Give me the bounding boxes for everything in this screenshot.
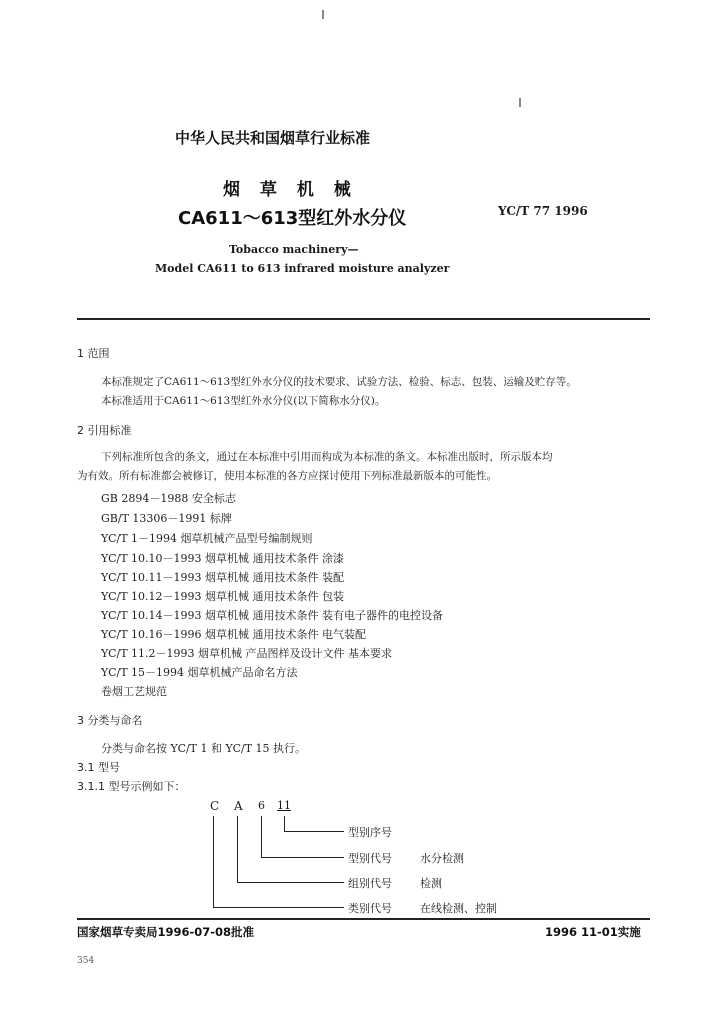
section-2-para-line-2: 为有效。所有标准都会被修订，使用本标准的各方应探讨使用下列标准最新版本的可能性。 [77, 470, 497, 482]
ref-item: GB/T 13306－1991 标牌 [101, 512, 232, 525]
title-line2: CA611～613型红外水分仪 [178, 208, 407, 229]
subsection-3-1: 3.1 型号 [77, 761, 120, 774]
label-type-desc: 水分检测 [420, 852, 464, 865]
english-title-line2: Model CA611 to 613 infrared moisture analyzer [155, 262, 450, 275]
scan-mark-top [322, 10, 324, 19]
section-3-heading: 3 分类与命名 [77, 714, 143, 727]
standard-number: YC/T 77 1996 [498, 204, 588, 218]
connector-horizontal-group [237, 882, 344, 883]
label-group-desc: 检测 [420, 877, 442, 890]
ref-item: YC/T 10.14－1993 烟草机械 通用技术条件 装有电子器件的电控设备 [101, 609, 443, 622]
section-3-para: 分类与命名按 YC/T 1 和 YC/T 15 执行。 [101, 742, 307, 755]
footer-rule [77, 918, 650, 920]
subsection-3-1-1: 3.1.1 型号示例如下： [77, 780, 186, 793]
connector-vertical-group [237, 816, 238, 883]
scan-mark-right [519, 98, 521, 107]
section-2-para-line-1: 下列标准所包含的条文，通过在本标准中引用而构成为本标准的条文。本标准出版时，所示版本均 [101, 451, 553, 463]
ref-item: YC/T 10.10－1993 烟草机械 通用技术条件 涂漆 [101, 552, 344, 565]
org-title: 中华人民共和国烟草行业标准 [175, 129, 371, 147]
ref-item: YC/T 10.12－1993 烟草机械 通用技术条件 包装 [101, 590, 344, 603]
section-1-heading: 1 范围 [77, 347, 110, 360]
ref-item: YC/T 11.2－1993 烟草机械 产品图样及设计文件 基本要求 [101, 647, 392, 660]
ref-item: YC/T 1－1994 烟草机械产品型号编制规则 [101, 532, 313, 545]
connector-vertical-serial [284, 816, 285, 832]
section-1-para-1: 本标准规定了CA611～613型红外水分仪的技术要求、试验方法、检验、标志、包装、运输及贮存等。 [101, 376, 577, 388]
connector-horizontal-serial [284, 831, 344, 832]
ref-item: 卷烟工艺规范 [101, 685, 167, 698]
connector-horizontal-category [213, 907, 344, 908]
ref-item: YC/T 10.16－1996 烟草机械 通用技术条件 电气装配 [101, 628, 366, 641]
label-serial-number: 型别序号 [348, 826, 392, 839]
connector-horizontal-type [261, 857, 344, 858]
header-rule [77, 318, 650, 320]
label-category-code: 类别代号 [348, 902, 392, 915]
connector-vertical-type [261, 816, 262, 858]
section-1-para-2: 本标准适用于CA611～613型红外水分仪(以下简称水分仪)。 [101, 395, 386, 407]
title-line1: 烟 草 机 械 [223, 180, 351, 200]
label-category-desc: 在线检测、控制 [420, 902, 497, 915]
issuer-approval: 国家烟草专卖局1996-07-08批准 [77, 925, 255, 939]
model-char-a: A [234, 799, 243, 813]
label-type-code: 型别代号 [348, 852, 392, 865]
page-number: 354 [77, 956, 95, 966]
model-char-c: C [210, 799, 220, 813]
model-char-6: 6 [258, 799, 265, 812]
connector-vertical-category [213, 816, 214, 908]
section-2-heading: 2 引用标准 [77, 424, 132, 437]
ref-item: YC/T 10.11－1993 烟草机械 通用技术条件 装配 [101, 571, 344, 584]
english-title-line1: Tobacco machinery— [229, 243, 359, 256]
ref-item: YC/T 15－1994 烟草机械产品命名方法 [101, 666, 298, 679]
ref-item: GB 2894－1988 安全标志 [101, 492, 236, 505]
model-char-11: 11 [277, 799, 291, 812]
label-group-code: 组别代号 [348, 877, 392, 890]
effective-date: 1996 11-01实施 [545, 925, 641, 939]
